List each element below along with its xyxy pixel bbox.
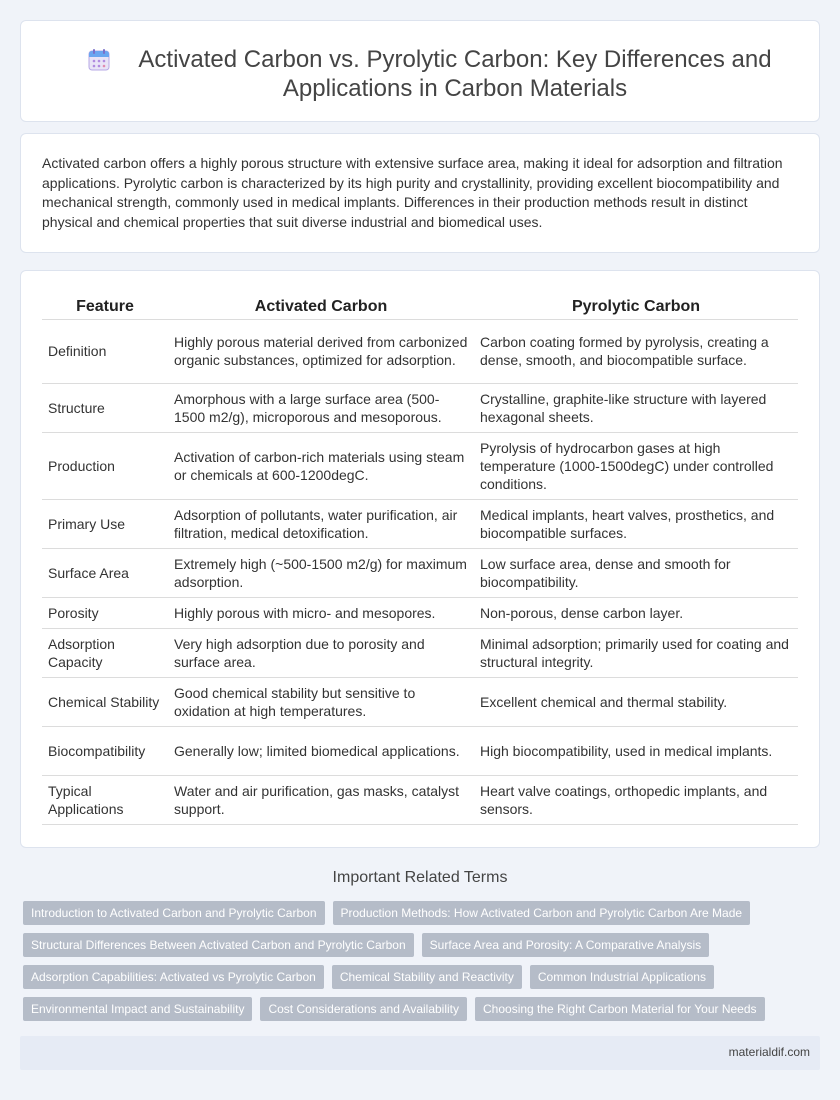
table-row <box>42 597 798 628</box>
header-pyrolytic-carbon: Pyrolytic Carbon <box>474 295 798 319</box>
pyrolytic-carbon-cell: Low surface area, dense and smooth for biocompatibility. <box>474 548 798 597</box>
feature-cell: Chemical Stability <box>42 677 168 726</box>
related-term-tag[interactable]: Adsorption Capabilities: Activated vs Pyrolytic Carbon <box>23 965 324 989</box>
related-term-tag[interactable]: Environmental Impact and Sustainability <box>23 997 252 1021</box>
feature-cell: Primary Use <box>42 499 168 548</box>
feature-cell: Surface Area <box>42 548 168 597</box>
activated-carbon-cell: Highly porous material derived from carbonized organic substances, optimized for adsorption. <box>168 319 474 383</box>
table-row <box>42 726 798 775</box>
pyrolytic-carbon-cell: Non-porous, dense carbon layer. <box>474 597 798 628</box>
related-term-tag[interactable]: Structural Differences Between Activated Carbon and Pyrolytic Carbon <box>23 933 414 957</box>
footer-site-link[interactable]: materialdif.com <box>728 1045 810 1059</box>
activated-carbon-cell: Activation of carbon-rich materials using steam or chemicals at 600-1200degC. <box>168 432 474 499</box>
comparison-table <box>42 295 798 825</box>
pyrolytic-carbon-cell: High biocompatibility, used in medical implants. <box>474 726 798 775</box>
related-term-tag[interactable]: Choosing the Right Carbon Material for Your Needs <box>475 997 765 1021</box>
pyrolytic-carbon-cell: Medical implants, heart valves, prosthetics, and biocompatible surfaces. <box>474 499 798 548</box>
pyrolytic-carbon-cell: Minimal adsorption; primarily used for coating and structural integrity. <box>474 628 798 677</box>
feature-cell: Typical Applications <box>42 775 168 824</box>
activated-carbon-cell: Very high adsorption due to porosity and surface area. <box>168 628 474 677</box>
related-term-tag[interactable]: Chemical Stability and Reactivity <box>332 965 522 989</box>
table-row <box>42 548 798 597</box>
activated-carbon-cell: Extremely high (~500-1500 m2/g) for maximum adsorption. <box>168 548 474 597</box>
related-term-tag[interactable]: Introduction to Activated Carbon and Pyrolytic Carbon <box>23 901 325 925</box>
table-header-row <box>42 295 798 319</box>
intro-paragraph: Activated carbon offers a highly porous structure with extensive surface area, making it ideal for adsorption and filtration applications. Pyrolytic carbon is characterized by its high purity and crystallinity, providing excellent biocompatibility and mechanical strength, commonly used in medical implants. Differences in their production methods result in distinct physical and chemical properties that suit diverse industrial and biomedical uses. <box>42 155 783 230</box>
related-term-tag[interactable]: Common Industrial Applications <box>530 965 714 989</box>
footer <box>20 1036 820 1070</box>
related-term-tag[interactable]: Cost Considerations and Availability <box>260 997 467 1021</box>
header-activated-carbon: Activated Carbon <box>168 295 474 319</box>
pyrolytic-carbon-cell: Excellent chemical and thermal stability. <box>474 677 798 726</box>
table-row <box>42 499 798 548</box>
feature-cell: Definition <box>42 319 168 383</box>
table-row <box>42 775 798 824</box>
table-row <box>42 628 798 677</box>
calendar-icon <box>87 48 111 72</box>
header-card <box>20 20 820 122</box>
related-term-tag[interactable]: Production Methods: How Activated Carbon and Pyrolytic Carbon Are Made <box>333 901 751 925</box>
feature-cell: Production <box>42 432 168 499</box>
table-row <box>42 383 798 432</box>
table-row <box>42 432 798 499</box>
activated-carbon-cell: Amorphous with a large surface area (500-1500 m2/g), microporous and mesoporous. <box>168 383 474 432</box>
table-row <box>42 677 798 726</box>
feature-cell: Structure <box>42 383 168 432</box>
pyrolytic-carbon-cell: Heart valve coatings, orthopedic implants, and sensors. <box>474 775 798 824</box>
pyrolytic-carbon-cell: Crystalline, graphite-like structure with layered hexagonal sheets. <box>474 383 798 432</box>
table-row <box>42 319 798 383</box>
related-term-tag[interactable]: Surface Area and Porosity: A Comparative Analysis <box>422 933 709 957</box>
activated-carbon-cell: Adsorption of pollutants, water purification, air filtration, medical detoxification. <box>168 499 474 548</box>
activated-carbon-cell: Good chemical stability but sensitive to oxidation at high temperatures. <box>168 677 474 726</box>
activated-carbon-cell: Highly porous with micro- and mesopores. <box>168 597 474 628</box>
pyrolytic-carbon-cell: Pyrolysis of hydrocarbon gases at high temperature (1000-1500degC) under controlled conditions. <box>474 432 798 499</box>
related-terms-list <box>23 901 793 1021</box>
feature-cell: Biocompatibility <box>42 726 168 775</box>
activated-carbon-cell: Water and air purification, gas masks, catalyst support. <box>168 775 474 824</box>
pyrolytic-carbon-cell: Carbon coating formed by pyrolysis, creating a dense, smooth, and biocompatible surface. <box>474 319 798 383</box>
comparison-card <box>20 270 820 848</box>
intro-card <box>20 133 820 253</box>
related-terms-title: Important Related Terms <box>332 869 508 886</box>
feature-cell: Porosity <box>42 597 168 628</box>
activated-carbon-cell: Generally low; limited biomedical applications. <box>168 726 474 775</box>
header-feature: Feature <box>42 295 168 319</box>
page-title: Activated Carbon vs. Pyrolytic Carbon: Key Differences and Applications in Carbon Materials <box>138 46 772 102</box>
feature-cell: Adsorption Capacity <box>42 628 168 677</box>
